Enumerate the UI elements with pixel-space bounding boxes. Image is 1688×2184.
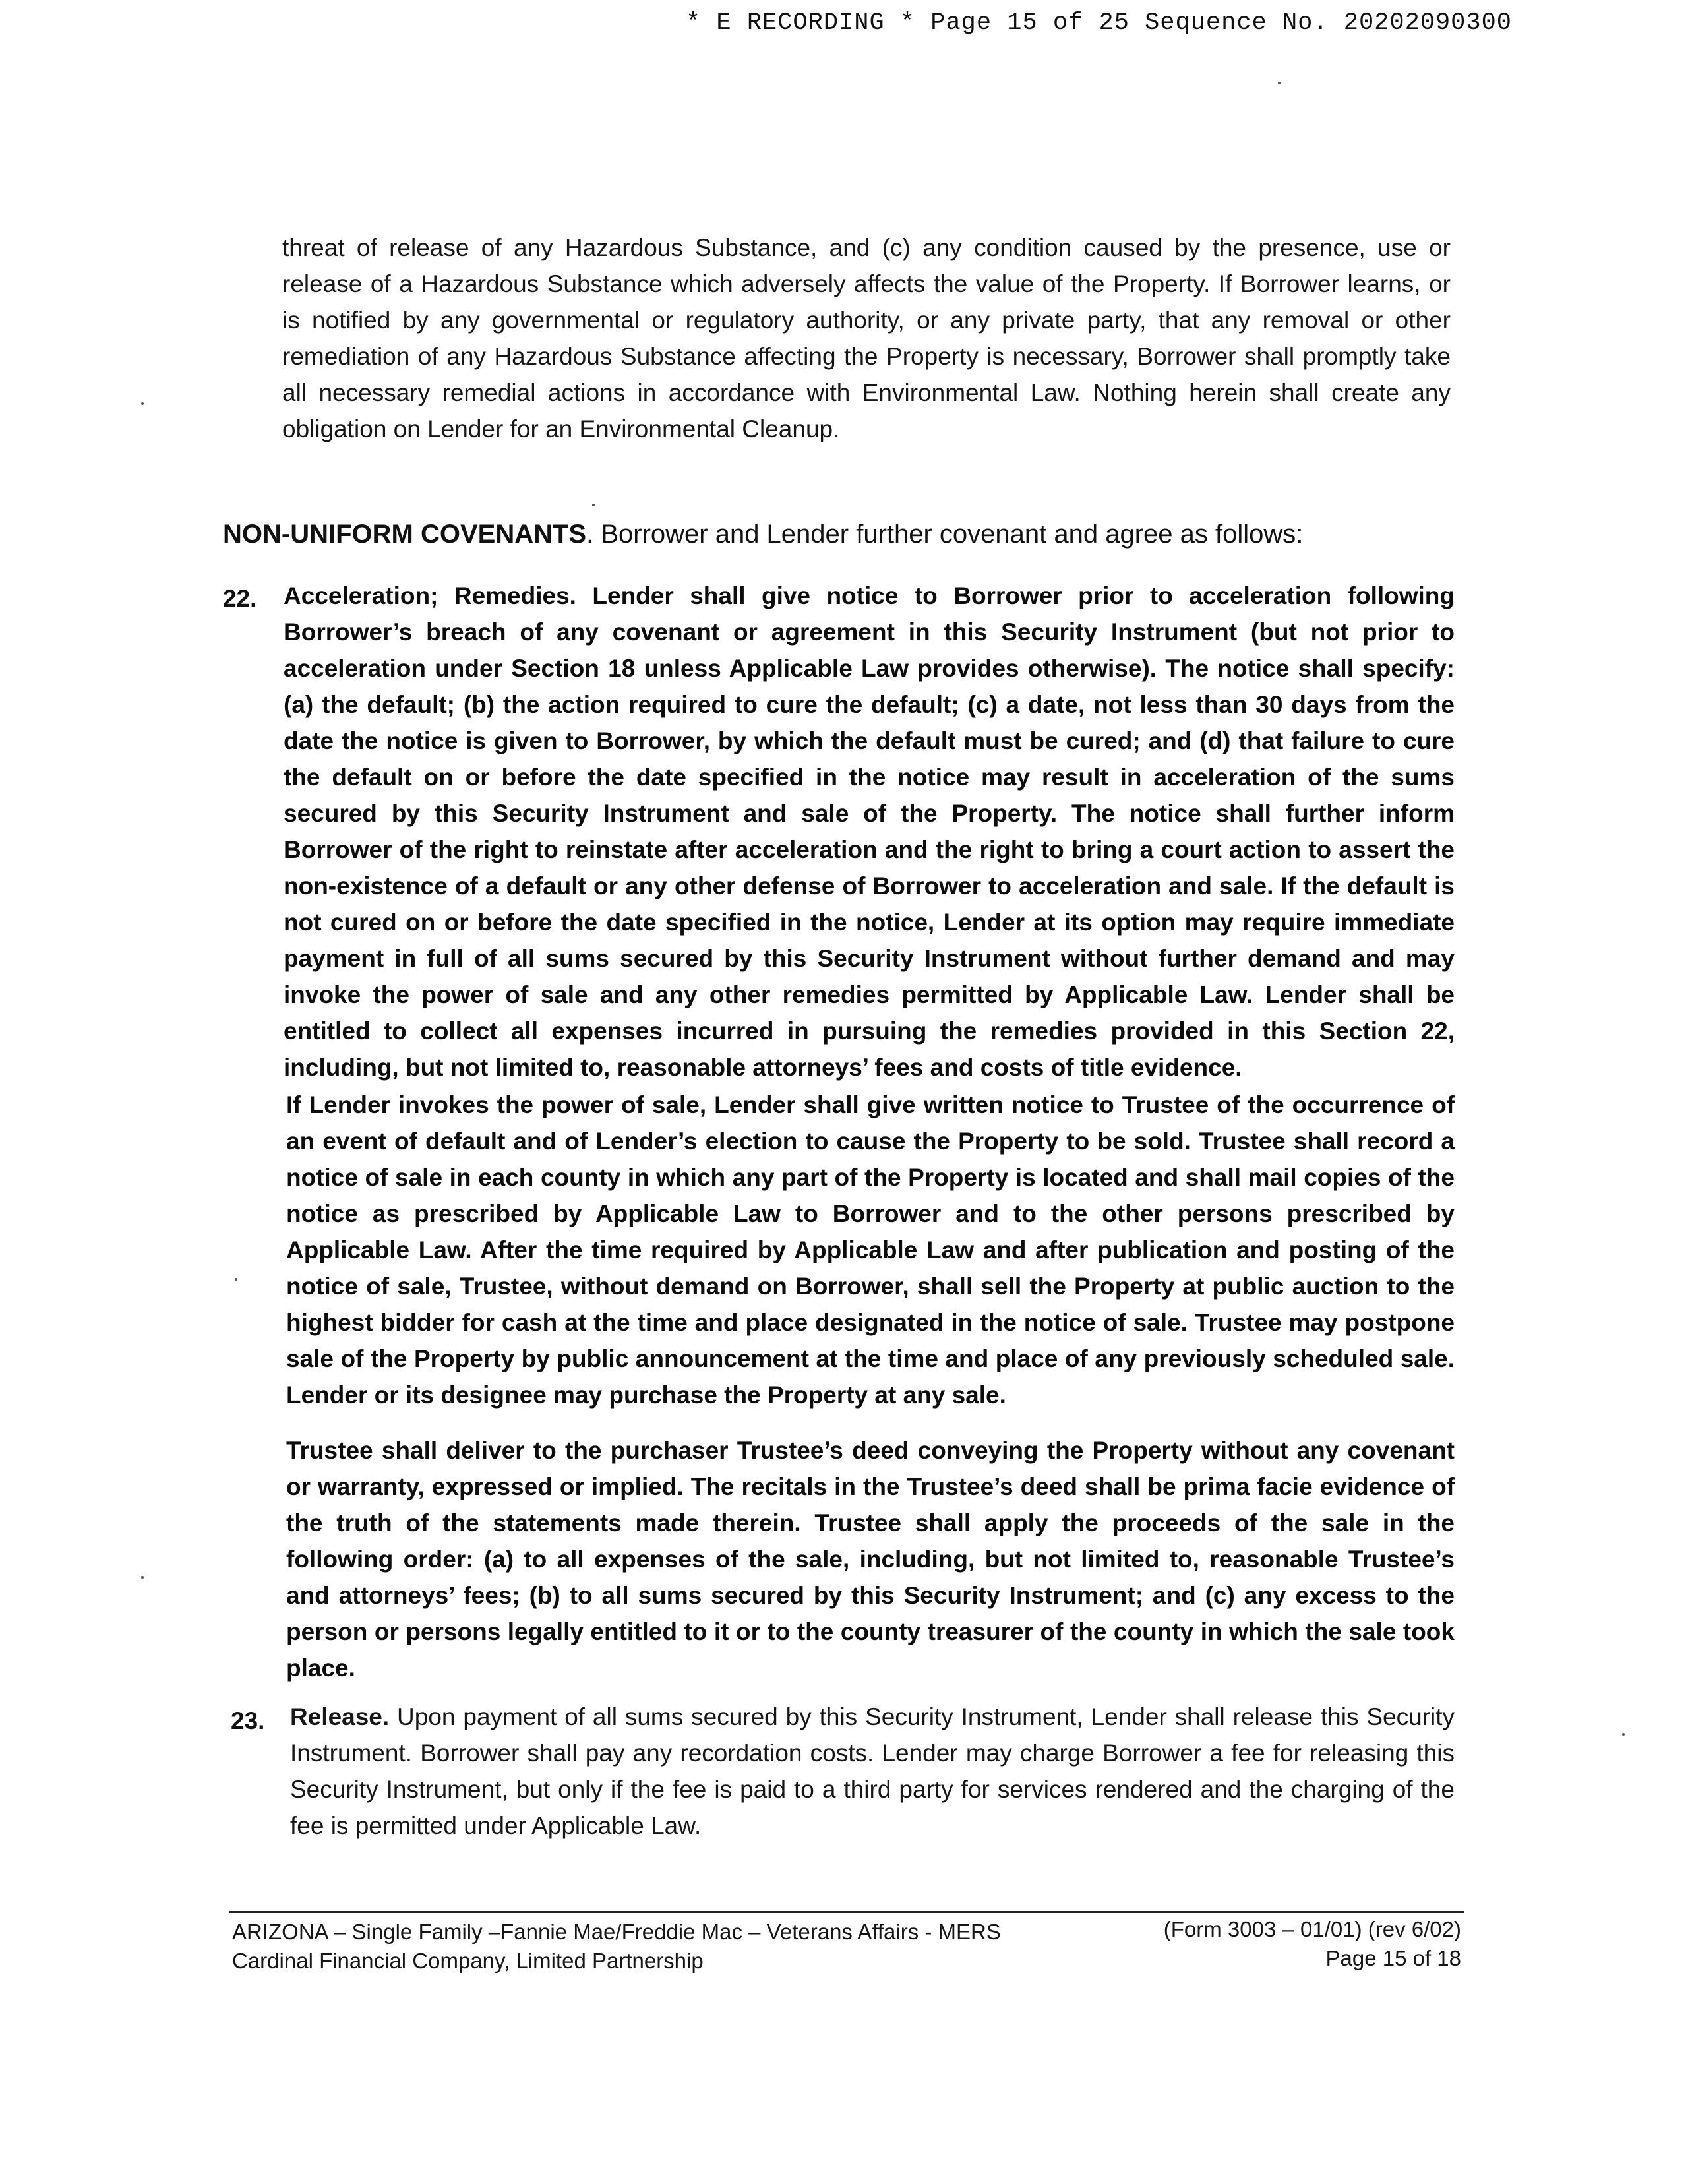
section-22-number: 22. bbox=[223, 585, 257, 612]
non-uniform-covenants-heading bbox=[223, 516, 1476, 553]
footer-left bbox=[232, 1918, 1001, 1976]
scan-speck bbox=[141, 402, 144, 405]
non-uniform-covenants-label: NON-UNIFORM COVENANTS bbox=[223, 520, 587, 549]
section-23-release-paragraph bbox=[290, 1699, 1455, 1844]
scan-speck bbox=[592, 504, 595, 506]
footer-form-number: (Form 3003 – 01/01) (rev 6/02) bbox=[1163, 1917, 1461, 1941]
scan-speck bbox=[141, 1576, 144, 1579]
footer-lender-name: Cardinal Financial Company, Limited Partnership bbox=[232, 1949, 704, 1973]
scan-speck bbox=[1622, 1733, 1625, 1736]
scan-speck bbox=[1278, 82, 1281, 84]
section-22-power-of-sale-paragraph: If Lender invokes the power of sale, Lender shall give written notice to Trustee of the occurrence of an event of default and of Lender’s election to cause the Property to be sold. Trustee shall record a notice of sale in each county in which any part of the Property is located and shall mail copies of the notice as prescribed by Applicable Law to Borrower and to the other persons prescribed by Applicable Law. After the time required by Applicable Law and after publication and posting of the notice of sale, Trustee, without demand on Borrower, shall sell the Property at public auction to the highest bidder for cash at the time and place designated in the notice of sale. Trustee may postpone sale of the Property by public announcement at the time and place of any previously scheduled sale. Lender or its designee may purchase the Property at any sale. bbox=[286, 1091, 1455, 1409]
footer-form-description: ARIZONA – Single Family –Fannie Mae/Freddie Mac – Veterans Affairs - MERS bbox=[232, 1920, 1001, 1944]
footer-right bbox=[1164, 1915, 1461, 1973]
non-uniform-covenants-text: . Borrower and Lender further covenant and agree as follows: bbox=[586, 520, 1304, 549]
footer-page-number: Page 15 of 18 bbox=[1325, 1946, 1461, 1970]
scan-speck bbox=[235, 1278, 237, 1281]
hazardous-substance-paragraph: threat of release of any Hazardous Substance, and (c) any condition caused by the presence, use or release of a Hazardous Substance which adversely affects the value of the Property. If Borrower learns, or is notified by any governmental or regulatory authority, or any private party, that any removal or other remediation of any Hazardous Substance affecting the Property is necessary, Borrower shall promptly take all necessary remedial actions in accordance with Environmental Law. Nothing herein shall create any obligation on Lender for an Environmental Cleanup. bbox=[282, 234, 1451, 442]
section-23-lead: Release. bbox=[290, 1703, 390, 1730]
recording-header: * E RECORDING * Page 15 of 25 Sequence No. 20202090300 bbox=[686, 9, 1512, 37]
footer-divider bbox=[229, 1911, 1464, 1913]
section-22-acceleration-paragraph: Acceleration; Remedies. Lender shall give notice to Borrower prior to acceleration following Borrower’s breach of any covenant or agreement in this Security Instrument (but not prior to acceleration under Section 18 unless Applicable Law provides otherwise). The notice shall specify: (a) the default; (b) the action required to cure the default; (c) a date, not less than 30 days from the date the notice is given to Borrower, by which the default must be cured; and (d) that failure to cure the default on or before the date specified in the notice may result in acceleration of the sums secured by this Security Instrument and sale of the Property. The notice shall further inform Borrower of the right to reinstate after acceleration and the right to bring a court action to assert the non-existence of a default or any other defense of Borrower to acceleration and sale. If the default is not cured on or before the date specified in the notice, Lender at its option may require immediate payment in full of all sums secured by this Security Instrument without further demand and may invoke the power of sale and any other remedies permitted by Applicable Law. Lender shall be entitled to collect all expenses incurred in pursuing the remedies provided in this Section 22, including, but not limited to, reasonable attorneys’ fees and costs of title evidence. bbox=[284, 582, 1455, 1081]
section-23-text: Upon payment of all sums secured by this Security Instrument, Lender shall release this Security Instrument. Borrower shall pay any recordation costs. Lender may charge Borrower a fee for releasing this Security Instrument, but only if the fee is paid to a third party for services rendered and the charging of the fee is permitted under Applicable Law. bbox=[290, 1703, 1455, 1839]
section-23-number: 23. bbox=[231, 1707, 265, 1734]
section-22-trustee-deed-paragraph: Trustee shall deliver to the purchaser Trustee’s deed conveying the Property without any covenant or warranty, expressed or implied. The recitals in the Trustee’s deed shall be prima facie evidence of the truth of the statements made therein. Trustee shall apply the proceeds of the sale in the following order: (a) to all expenses of the sale, including, but not limited to, reasonable Trustee’s and attorneys’ fees; (b) to all sums secured by this Security Instrument; and (c) any excess to the person or persons legally entitled to it or to the county treasurer of the county in which the sale took place. bbox=[286, 1437, 1455, 1682]
